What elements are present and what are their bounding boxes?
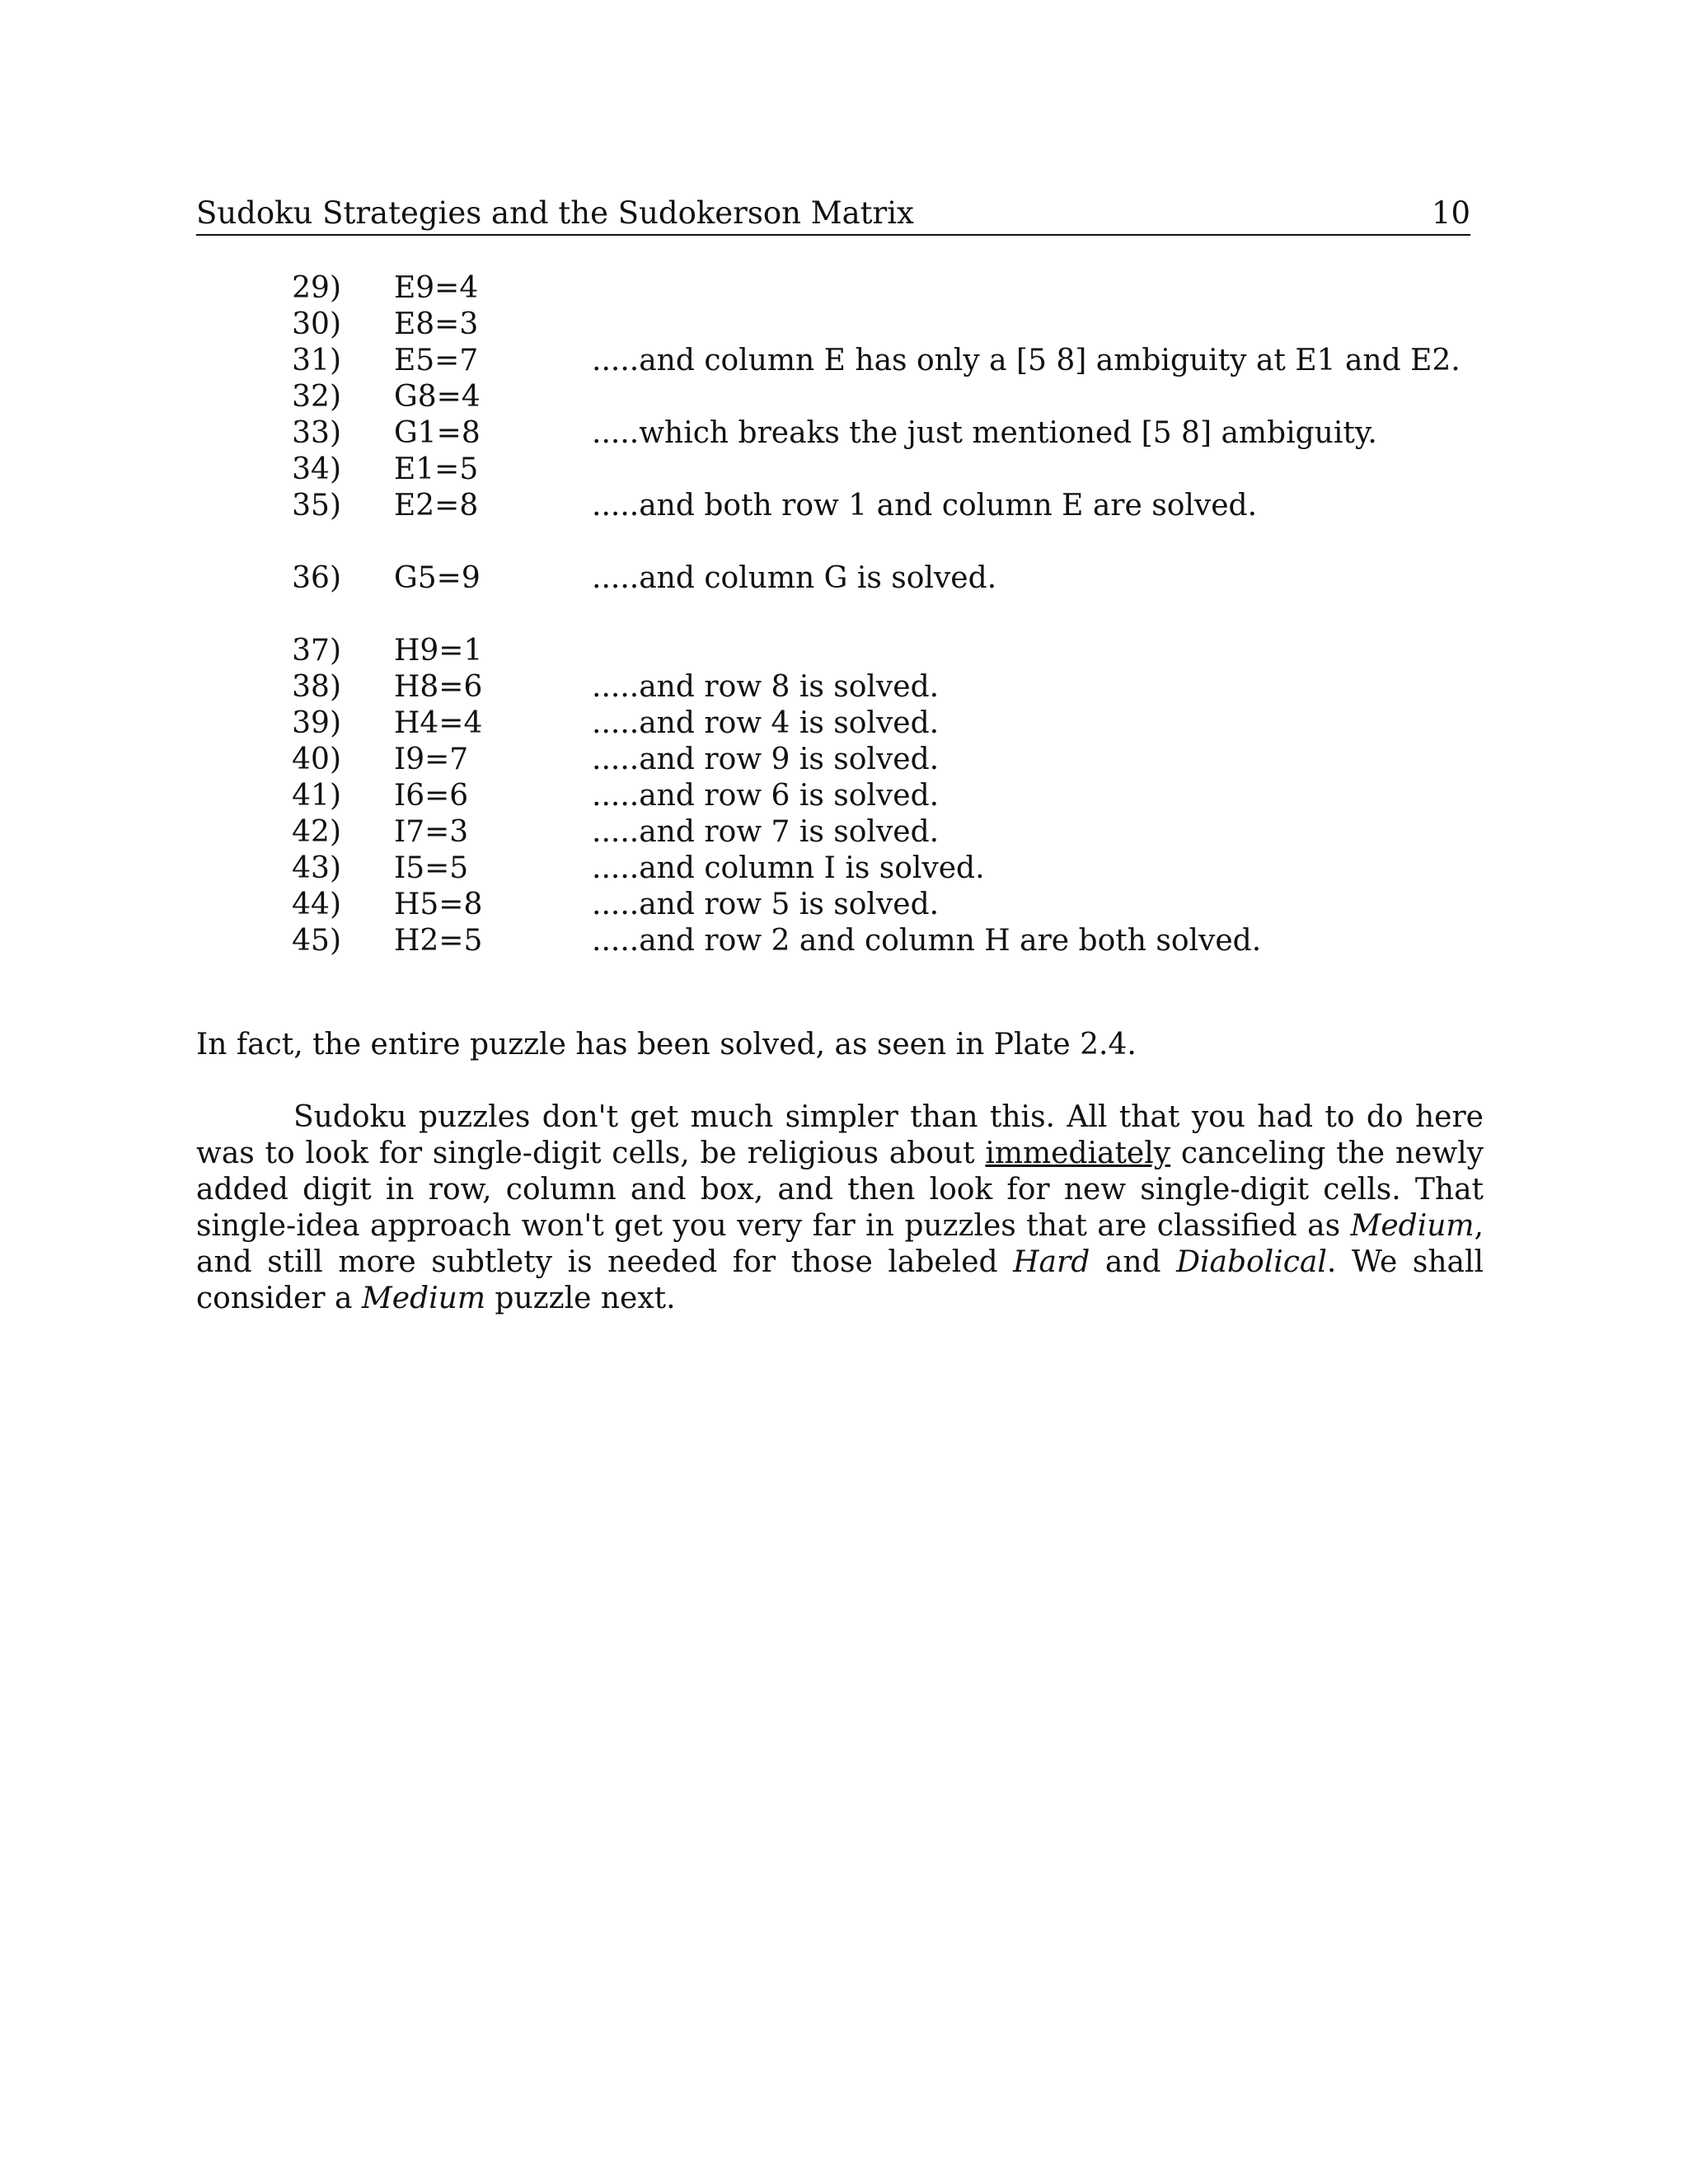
- step-note: .....and row 8 is solved.: [592, 670, 940, 704]
- step-cell: E9=4: [394, 271, 479, 305]
- step-cell: E8=3: [394, 307, 479, 341]
- step-cell: H8=6: [394, 670, 483, 704]
- body-paragraph: [196, 1099, 1484, 1317]
- summary-paragraph: In fact, the entire puzzle has been solved, as seen in Plate 2.4.: [196, 1028, 1137, 1062]
- step-number: 42): [292, 815, 341, 849]
- step-number: 40): [292, 743, 341, 776]
- header-title: Sudoku Strategies and the Sudokerson Matrix: [196, 195, 914, 231]
- step-number: 39): [292, 706, 341, 740]
- step-note: .....which breaks the just mentioned [5 8] ambiguity.: [592, 416, 1377, 450]
- text-run: puzzle next.: [485, 1282, 676, 1315]
- step-cell: E2=8: [394, 489, 479, 523]
- text-run: , and still more subtlety is needed for those labeled: [196, 1209, 1484, 1279]
- step-cell: H9=1: [394, 634, 483, 668]
- step-cell: G1=8: [394, 416, 481, 450]
- step-number: 31): [292, 344, 341, 377]
- page-number: 10: [1431, 195, 1470, 231]
- step-number: 34): [292, 452, 341, 486]
- step-note: .....and column E has only a [5 8] ambiguity at E1 and E2.: [592, 344, 1461, 377]
- step-number: 29): [292, 271, 341, 305]
- step-cell: I6=6: [394, 779, 469, 813]
- step-note: .....and column I is solved.: [592, 851, 985, 885]
- step-cell: E5=7: [394, 344, 479, 377]
- italic-term: Hard: [1013, 1245, 1090, 1279]
- step-number: 43): [292, 851, 341, 885]
- step-note: .....and row 9 is solved.: [592, 743, 940, 776]
- step-note: .....and row 4 is solved.: [592, 706, 940, 740]
- underlined-word: immediately: [985, 1137, 1171, 1170]
- running-header: [196, 193, 1470, 236]
- step-number: 38): [292, 670, 341, 704]
- step-cell: G5=9: [394, 561, 481, 595]
- text-run: . We shall consider a: [196, 1245, 1484, 1315]
- step-note: .....and row 5 is solved.: [592, 888, 940, 921]
- step-cell: E1=5: [394, 452, 479, 486]
- step-number: 37): [292, 634, 341, 668]
- step-number: 45): [292, 924, 341, 958]
- step-note: .....and row 2 and column H are both solved.: [592, 924, 1262, 958]
- step-number: 35): [292, 489, 341, 523]
- step-number: 32): [292, 380, 341, 414]
- step-number: 44): [292, 888, 341, 921]
- step-number: 33): [292, 416, 341, 450]
- italic-term: Medium: [361, 1282, 485, 1315]
- step-cell: G8=4: [394, 380, 481, 414]
- italic-term: Medium: [1350, 1209, 1475, 1243]
- step-cell: H5=8: [394, 888, 483, 921]
- italic-term: Diabolical: [1176, 1245, 1327, 1279]
- text-run: Sudoku puzzles don't get much simpler than this. All that you had to do here was to look for single-digit cells, be religious about: [196, 1100, 1484, 1170]
- step-note: .....and column G is solved.: [592, 561, 997, 595]
- step-note: .....and row 7 is solved.: [592, 815, 940, 849]
- text-run: and: [1090, 1245, 1177, 1279]
- step-note: .....and row 6 is solved.: [592, 779, 940, 813]
- step-cell: H4=4: [394, 706, 483, 740]
- step-number: 30): [292, 307, 341, 341]
- step-number: 36): [292, 561, 341, 595]
- step-cell: I5=5: [394, 851, 469, 885]
- step-cell: I7=3: [394, 815, 469, 849]
- step-cell: I9=7: [394, 743, 469, 776]
- step-number: 41): [292, 779, 341, 813]
- step-cell: H2=5: [394, 924, 483, 958]
- text-run: canceling the newly added digit in row, column and box, and then look for new single-digit cells. That single-idea approach won't get you very far in puzzles that are classified as: [196, 1137, 1484, 1243]
- step-note: .....and both row 1 and column E are solved.: [592, 489, 1258, 523]
